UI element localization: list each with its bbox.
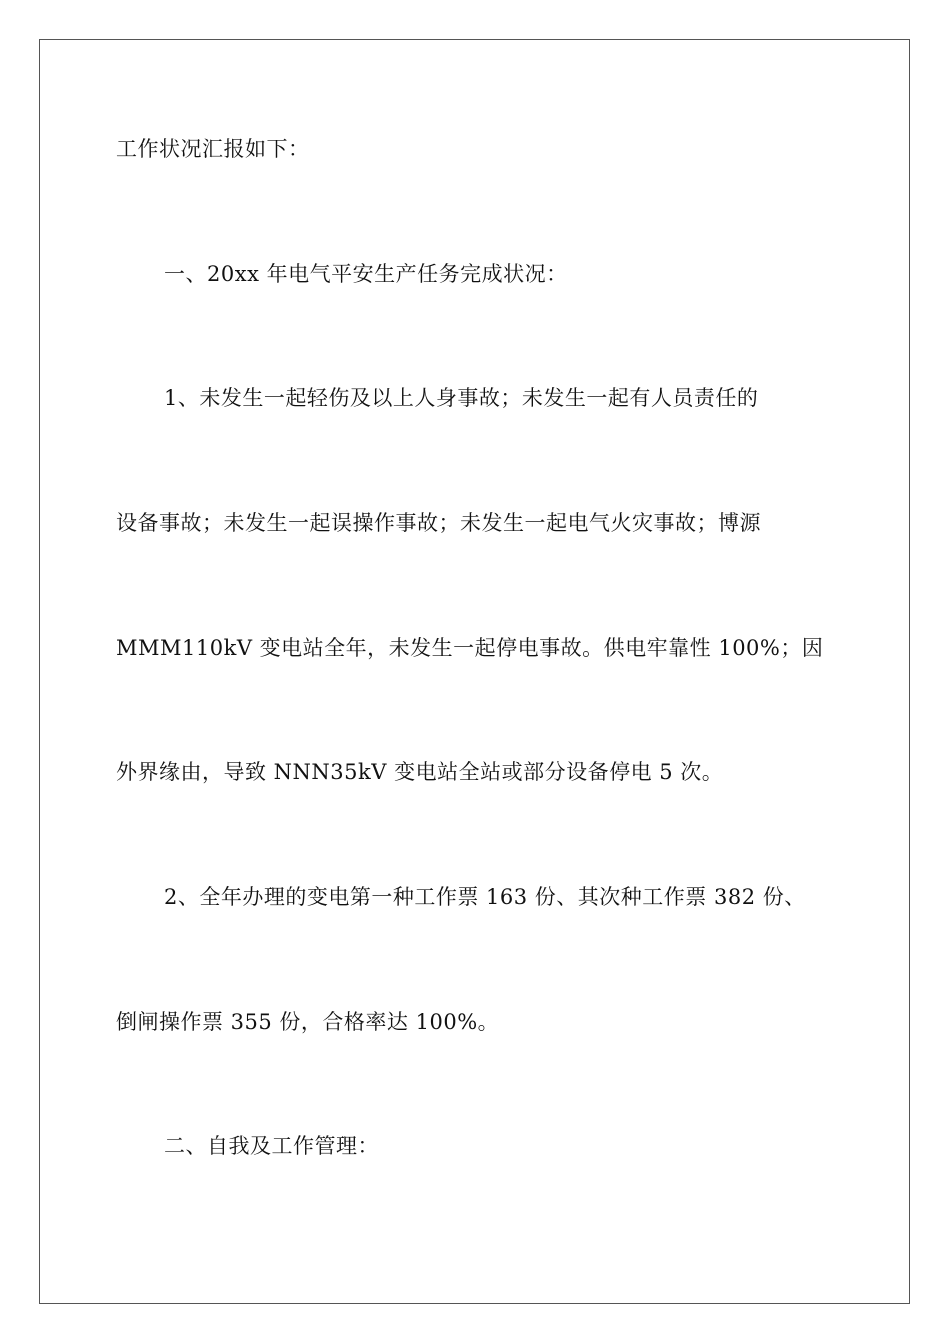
page-border <box>39 39 910 1304</box>
section-1-heading: 一、20xx 年电气平安生产任务完成状况： <box>164 262 568 286</box>
intro-line: 工作状况汇报如下： <box>116 137 310 161</box>
item-2-line-2: 倒闸操作票 355 份，合格率达 100%。 <box>116 1010 500 1034</box>
item-1-line-2: 设备事故；未发生一起误操作事故；未发生一起电气火灾事故；博源 <box>116 511 761 535</box>
item-2-line-1: 2、全年办理的变电第一种工作票 163 份、其次种工作票 382 份、 <box>164 885 806 909</box>
item-1-line-4: 外界缘由，导致 NNN35kV 变电站全站或部分设备停电 5 次。 <box>116 760 724 784</box>
item-1-line-1: 1、未发生一起轻伤及以上人身事故；未发生一起有人员责任的 <box>164 386 759 410</box>
section-2-heading: 二、自我及工作管理： <box>164 1134 379 1158</box>
item-1-line-3: MMM110kV 变电站全年，未发生一起停电事故。供电牢靠性 100%；因 <box>116 636 824 660</box>
